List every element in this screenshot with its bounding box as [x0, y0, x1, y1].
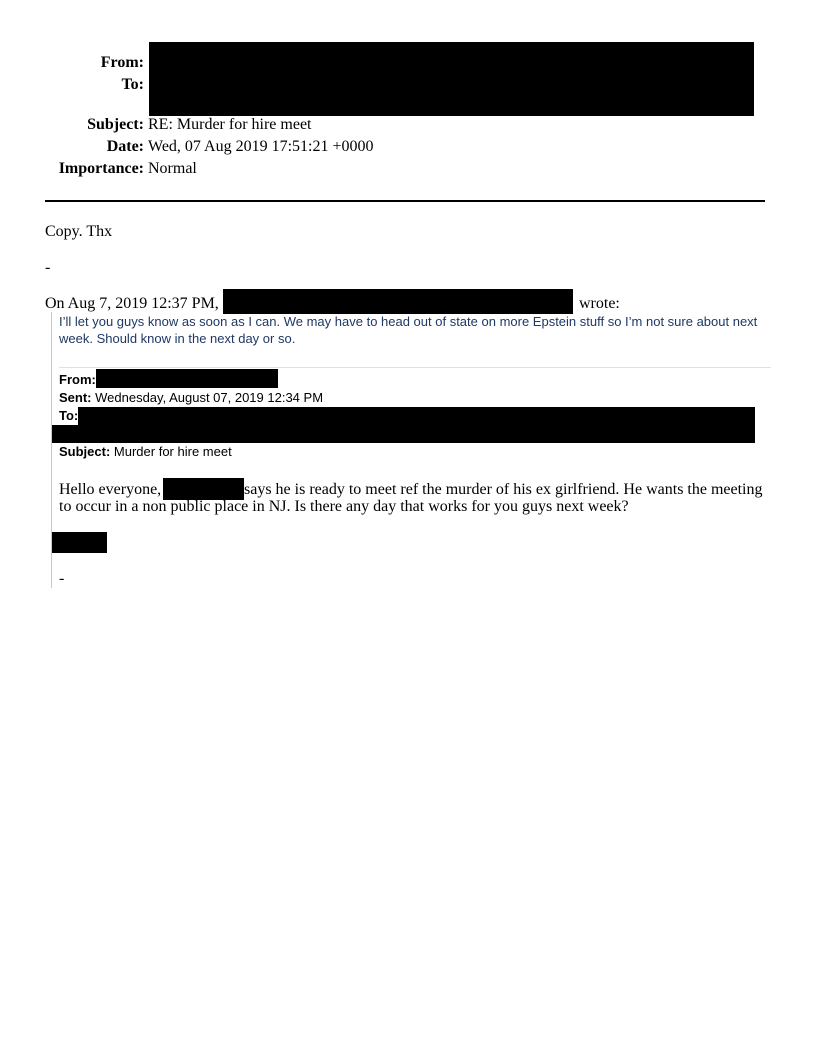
redaction-name [163, 478, 244, 500]
redaction-from-to [149, 42, 754, 116]
header-divider [45, 200, 765, 202]
fwd-subject-label: Subject: [59, 444, 111, 459]
msg-greeting: Hello everyone, [59, 481, 162, 498]
redaction-signature [52, 532, 107, 553]
date-value: Wed, 07 Aug 2019 17:51:21 +0000 [148, 138, 374, 155]
from-label: From: [100, 54, 144, 71]
redaction-fwd-from [96, 369, 278, 388]
subject-label: Subject: [87, 116, 144, 133]
msg-line1: says he is ready to meet ref the murder of his ex girlfriend. He wants the meeting [244, 481, 763, 498]
dash-separator: - [45, 259, 51, 276]
fwd-subject-line [59, 444, 232, 459]
on-date-line: On Aug 7, 2019 12:37 PM, [45, 295, 219, 312]
redaction-sender [223, 289, 573, 314]
redaction-fwd-to-2 [52, 425, 82, 443]
fwd-subject-value: Murder for hire meet [113, 444, 232, 459]
forward-divider [59, 367, 771, 368]
wrote-text: wrote: [579, 295, 620, 312]
fwd-sent-value: Wednesday, August 07, 2019 12:34 PM [95, 390, 324, 405]
fwd-from-label: From: [59, 372, 96, 387]
reply-text: Copy. Thx [45, 223, 113, 240]
date-label: Date: [106, 138, 144, 155]
fwd-sent-line [59, 390, 323, 405]
redaction-fwd-to-1 [78, 407, 755, 443]
msg-line2: to occur in a non public place in NJ. Is there any day that works for you guys next week? [59, 498, 629, 515]
quoted-text: I’ll let you guys know as soon as I can. We may have to head out of state on more Epstein stuff so I’m not sure about next week. Should know in the next day or so. [59, 314, 758, 346]
importance-label: Importance: [58, 160, 144, 177]
to-label: To: [121, 76, 144, 93]
fwd-sent-label: Sent: [59, 390, 92, 405]
importance-value: Normal [148, 160, 197, 177]
fwd-to-label: To: [59, 408, 79, 423]
dash-separator-2: - [59, 570, 65, 587]
subject-value: RE: Murder for hire meet [148, 116, 312, 133]
